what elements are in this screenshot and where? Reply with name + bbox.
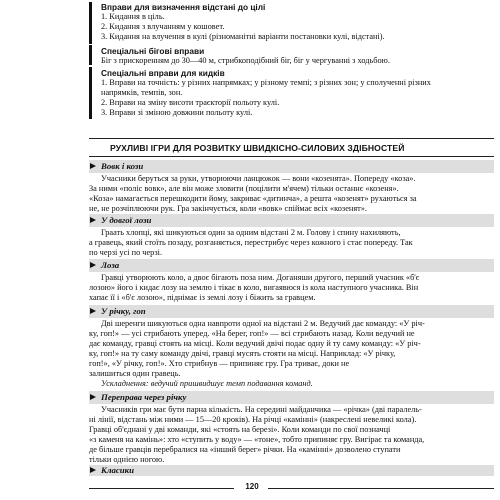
section-heading: Спеціальні бігові вправи	[101, 46, 205, 56]
list-item: 1. Вправи на точність: у різних напрямках; у різному темпі; з різних зон; у сполученні різних	[101, 78, 431, 87]
footer-rule-left	[89, 488, 234, 489]
game-title-bar	[89, 465, 494, 476]
game-title: Вовк і кози	[101, 161, 144, 171]
triangle-bullet-icon	[90, 217, 96, 223]
list-item: 2. Вправи на зміну висоти траєкторії польоту кулі.	[101, 98, 280, 107]
game-title: Класики	[101, 465, 135, 475]
section-bar	[89, 2, 92, 44]
text-line: ку, гоп!» — усі стрибають уперед. «На берег, гоп!» — всі стрибають назад. Коли ведучий не	[89, 329, 415, 338]
triangle-bullet-icon	[90, 308, 96, 314]
text-line: Гравці об'єднані у дві команди, які «стоять на березі». Коли команди по свої позначці	[89, 425, 391, 434]
text-line: гоп!», «У річку, гоп!». Хто стрибнув — припиняє гру. Гра триває, доки не	[89, 359, 350, 368]
text-line: дає команду, гравці стоять на місці. Коли ведучий двічі подає одну й ту саму команду: «У річ-	[89, 339, 421, 348]
list-item: Біг з прискоренням до 30—40 м, стрибкоподібний біг, біг у чергуванні з ходьбою.	[101, 56, 390, 65]
text-line: «з каменя на камінь»: хто «ступить у воду» — «тоне», тобто припиняє гру. Вигірає та команда,	[89, 435, 425, 444]
text-line: залишиться один гравець.	[89, 369, 181, 378]
title-rule-top	[89, 138, 494, 139]
section-heading: Спеціальні вправи для кидків	[101, 68, 225, 78]
text-line: де більше гравців перебралися на «інший берег» річки. На «камінні» дозволено ступати	[89, 445, 401, 454]
list-item: 3. Вправи зі зміною довжини польоту кулі.	[101, 108, 253, 117]
text-line: лозою» його і кидає лозу на землю і тікає в коло, вигаявюся із кола наступного учасника. Він	[89, 283, 419, 292]
list-item: 1. Кидання в ціль.	[101, 12, 165, 21]
section-bar	[89, 45, 92, 65]
list-item: 3. Кидання на влучення в кулі (різноманітні варіанти постановки кулі, відстані).	[101, 32, 385, 41]
text-line: ку, гоп!» на ту саму команду двічі, гравці мусять стояти на місці. Наприклад: «У річку,	[89, 349, 396, 358]
game-title-bar	[89, 259, 494, 272]
page-number: 120	[245, 482, 259, 491]
triangle-bullet-icon	[90, 163, 96, 169]
game-title-bar	[89, 160, 494, 173]
list-item: напрямків, темпів, зон.	[101, 88, 183, 97]
page-title: РУХЛИВІ ІГРИ ДЛЯ РОЗВИТКУ ШВИДКІСНО-СИЛОВИХ ЗДІБНОСТЕЙ	[110, 143, 405, 153]
text-line: Дві шеренги шикуються одна навпроти одної на відстані 2 м. Ведучий дає команду: «У річ-	[101, 319, 425, 328]
section-heading: Вправи для визначення відстані до цілі	[101, 2, 266, 12]
text-line: Гравці утворюють коло, а двоє бігають поза ним. Доганяши другого, перший учасник «б'є	[101, 273, 420, 282]
text-line: «Коза» намагається перешкодити йому, закриває «дитинча», а решта «козенят» рухаються за	[89, 194, 417, 203]
text-line: Учасників гри має бути парна кількість. На середині майданчика — «річка» (дві паралель-	[101, 405, 422, 414]
game-title: У річку, гоп	[101, 306, 146, 316]
text-line: ні лінії, відстань між ними — 15—20 кроків). На річці «камінні» (накреслені невеликі кола).	[89, 415, 417, 424]
section-bar	[89, 67, 92, 119]
text-line: Учасники беруться за руки, утворюючи ланцюжок — вони «козенята». Попереду «коза».	[101, 174, 416, 183]
text-line: а гравець, який стоїть позаду, розганяється, перестрибує через кожного і стає попереду. Так	[89, 238, 413, 247]
text-line: не, не розчіплюючи рук. Гра закінчується, коли «вовк» спіймає всіх «козенят».	[89, 204, 367, 213]
text-line: хапає її і «б'є лозою», піднімає із землі лозу і біжить за гравцем.	[89, 293, 316, 302]
triangle-bullet-icon	[90, 262, 96, 268]
text-line: по черзі усі по черзі.	[89, 248, 163, 257]
game-title: У довгої лози	[101, 215, 152, 225]
text-line: тільки однією ногою.	[89, 455, 165, 464]
footer-rule-right	[268, 488, 494, 489]
triangle-bullet-icon	[90, 394, 96, 400]
title-rule-bottom	[89, 156, 494, 157]
game-title-bar	[89, 305, 494, 318]
game-title: Лоза	[101, 260, 120, 270]
text-line: Граать хлопці, які шикуються один за одним відстані 2 м. Голову і спину нахиляють,	[101, 228, 401, 237]
text-line: За ними «поліс вовк», але він може зловити (поцілити м'ячем) тільки останнє «козеня».	[89, 184, 399, 193]
game-title: Переправа через річку	[101, 392, 187, 402]
triangle-bullet-icon	[90, 467, 96, 473]
text-line: Ускладнення: ведучий пришвидшує темп подавання команд.	[101, 379, 313, 388]
list-item: 2. Кидання з влучанням у кошовет.	[101, 22, 225, 31]
